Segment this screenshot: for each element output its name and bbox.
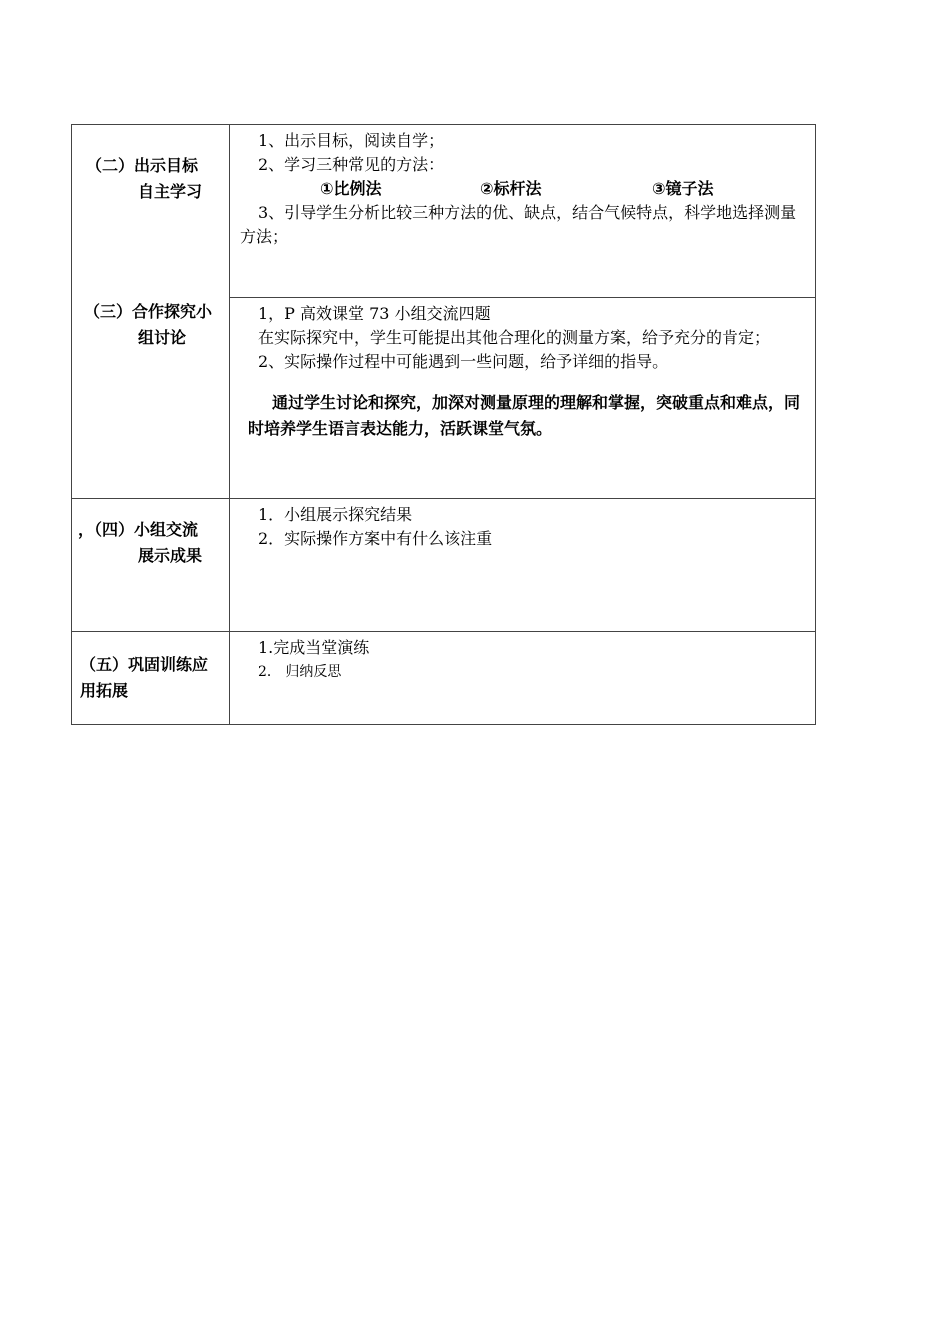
content-cell — [230, 298, 816, 499]
content-cell — [230, 632, 816, 725]
content-line: 1、出示目标，阅读自学； — [258, 131, 445, 150]
content-line: 在实际探究中，学生可能提出其他合理化的测量方案，给予充分的肯定； — [258, 328, 771, 347]
method-item: ③镜子法 — [652, 179, 714, 198]
stage-cell — [72, 632, 230, 725]
content-line: 1，P 高效课堂 73 小组交流四题 — [258, 304, 491, 323]
content-cell — [230, 499, 816, 632]
content-line: 1．小组展示探究结果 — [258, 505, 413, 524]
content-cell — [230, 125, 816, 298]
content-line: 2、学习三种常见的方法： — [258, 155, 445, 174]
stage-label: （五）巩固训练应 — [80, 655, 209, 674]
table-row — [72, 632, 816, 725]
content-line: 3、引导学生分析比较三种方法的优、缺点，结合气候特点，科学地选择测量方法； — [240, 203, 797, 246]
stage-label: （三）合作探究小 — [84, 302, 213, 321]
stage-label: 用拓展 — [80, 681, 129, 700]
method-item: ②标杆法 — [480, 179, 542, 198]
table-row — [72, 499, 816, 632]
content-line: 2． 归纳反思 — [258, 664, 342, 680]
table-row — [72, 125, 816, 298]
emphasis-note: 通过学生讨论和探究，加深对测量原理的理解和掌握，突破重点和难点，同时培养学生语言表达能力，活跃课堂气氛。 — [248, 393, 801, 438]
stage-label: （二）出示目标 — [86, 156, 199, 175]
methods-list — [240, 177, 807, 201]
content-line: 2．实际操作方案中有什么该注重 — [258, 529, 493, 548]
method-item: ①比例法 — [320, 179, 382, 198]
stage-label: 自主学习 — [138, 182, 203, 201]
stage-label: 组讨论 — [138, 328, 187, 347]
content-line: 2、实际操作过程中可能遇到一些问题，给予详细的指导。 — [258, 352, 669, 371]
stage-label: 展示成果 — [138, 546, 203, 565]
content-line: 1.完成当堂演练 — [258, 638, 370, 657]
lesson-plan-table — [71, 124, 816, 725]
stage-label: ，（四）小组交流 — [78, 520, 199, 539]
stage-cell — [72, 125, 230, 499]
stage-cell — [72, 499, 230, 632]
